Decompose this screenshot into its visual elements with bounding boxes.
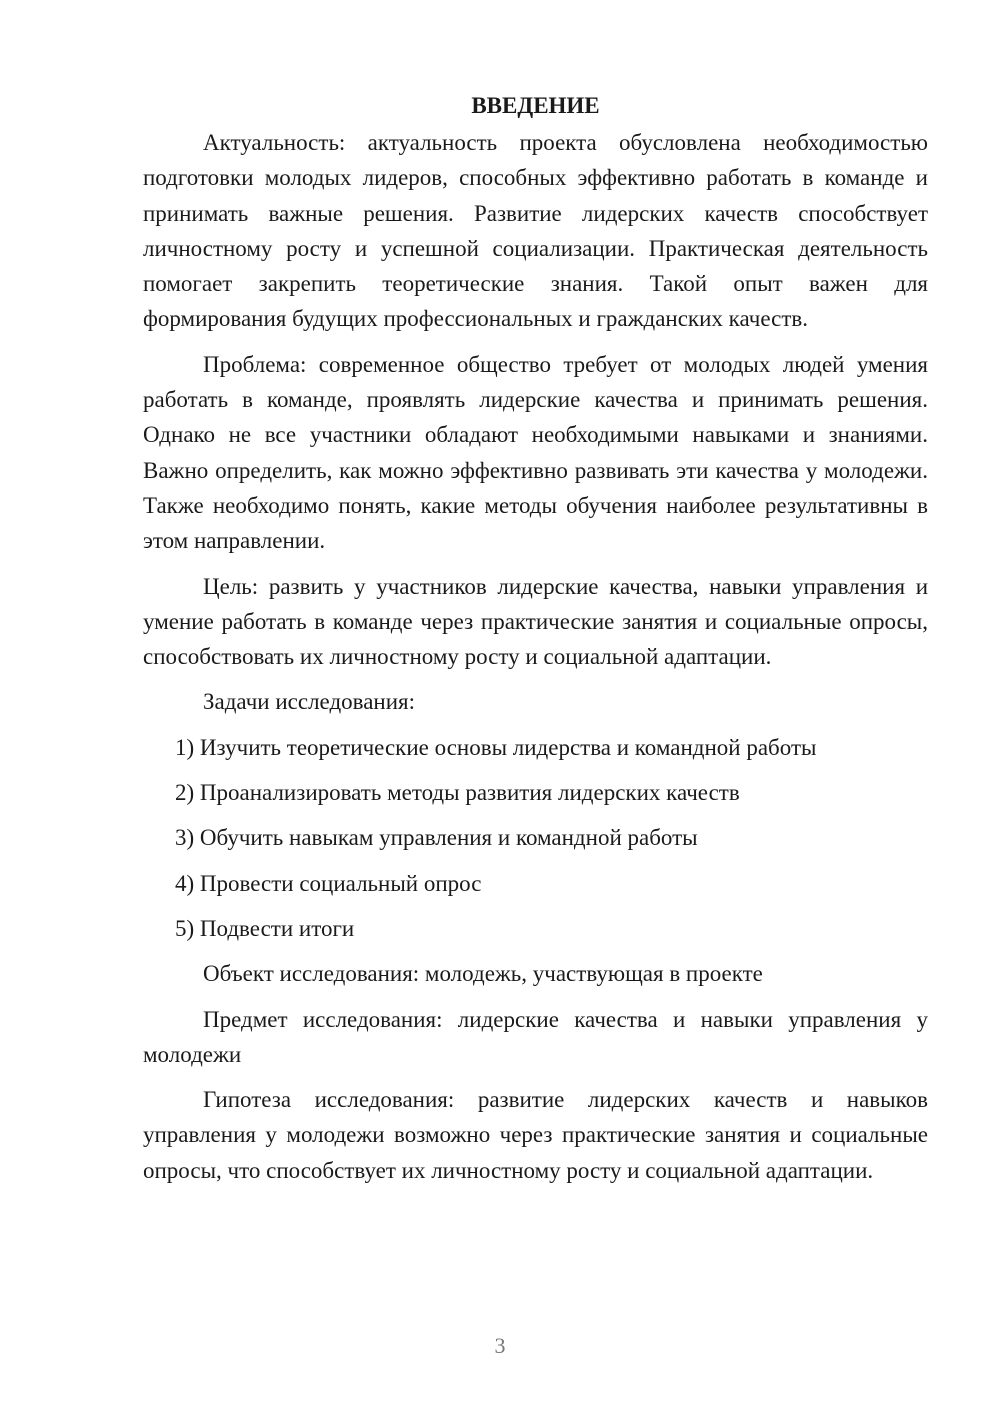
tasks-heading: Задачи исследования: — [203, 689, 416, 715]
paragraph-problem: Проблема: современное общество требует от молодых людей умения работать в команде, проявлять лидерские качества и принимать решения. Однако не все участники обладают необходимыми навыками и знаниями. Важно определить, как можно эффективно развивать эти качества у молодежи. Также необходимо понять, какие методы обучения наиболее результативны в этом направлении. — [143, 351, 928, 554]
task-item-4: 4) Провести социальный опрос — [175, 870, 482, 896]
research-subject: Предмет исследования: лидерские качества и навыки управления у молодежи — [143, 1006, 928, 1067]
task-item-5: 5) Подвести итоги — [175, 915, 355, 941]
task-item-3: 3) Обучить навыкам управления и командной работы — [175, 825, 698, 851]
research-hypothesis: Гипотеза исследования: развитие лидерских качеств и навыков управления у молодежи возможно через практические занятия и социальные опросы, что способствует их личностному росту и социальной адаптации. — [143, 1087, 928, 1183]
task-item-1: 1) Изучить теоретические основы лидерства и командной работы — [175, 734, 817, 760]
task-item-2: 2) Проанализировать методы развития лидерских качеств — [175, 780, 740, 806]
paragraph-goal: Цель: развить у участников лидерские качества, навыки управления и умение работать в команде через практические занятия и социальные опросы, способствовать их личностному росту и социальной адаптации. — [143, 573, 928, 670]
research-object: Объект исследования: молодежь, участвующая в проекте — [203, 961, 763, 987]
section-title: ВВЕДЕНИЕ — [471, 93, 600, 118]
page-number: 3 — [494, 1333, 506, 1358]
document-body — [143, 88, 928, 1198]
paragraph-relevance: Актуальность: актуальность проекта обусловлена необходимостью подготовки молодых лидеров, способных эффективно работать в команде и принимать важные решения. Развитие лидерских качеств способствует личностному росту и успешной социализации. Практическая деятельность помогает закрепить теоретические знания. Такой опыт важен для формирования будущих профессиональных и гражданских качеств. — [143, 130, 928, 332]
